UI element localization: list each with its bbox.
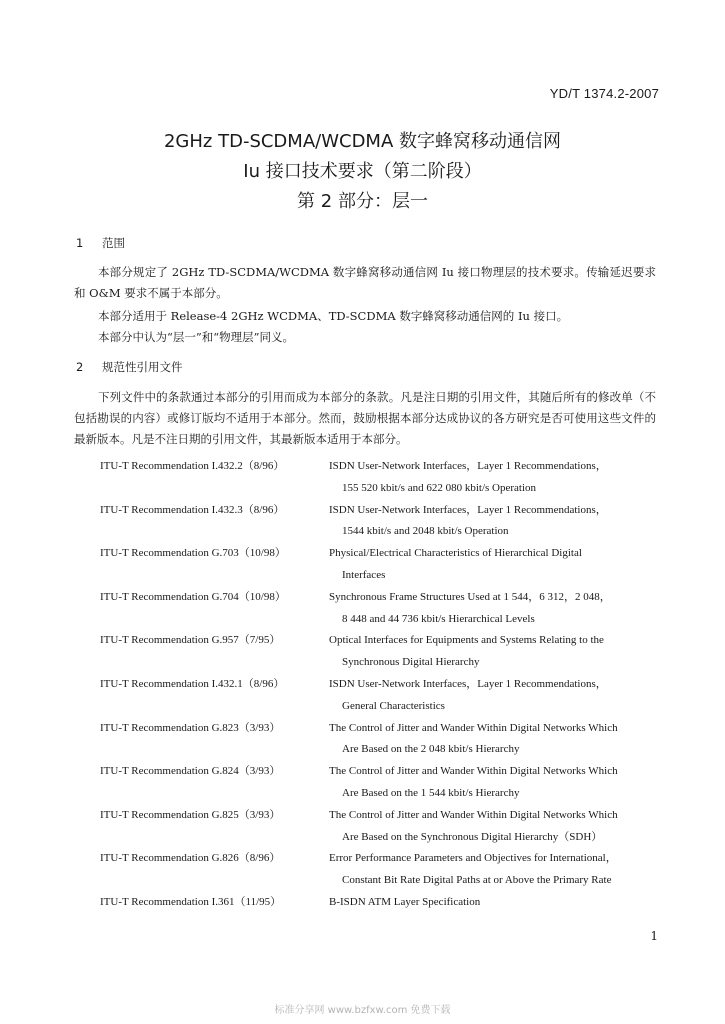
document-title-line-3: 第 2 部分：层一	[297, 191, 428, 212]
section-2-heading	[76, 359, 183, 375]
reference-desc-line-1: ISDN User-Network Interfaces，Layer 1 Recommendations，	[329, 460, 607, 472]
reference-code: ITU-T Recommendation G.824（3/93）	[100, 765, 281, 778]
reference-code: ITU-T Recommendation I.432.3（8/96）	[100, 503, 285, 516]
reference-desc-line-2: 8 448 and 44 736 kbit/s Hierarchical Levels	[342, 612, 535, 625]
reference-description	[329, 456, 660, 500]
section-number: 1	[76, 236, 84, 250]
document-title-line-2: Iu 接口技术要求（第二阶段）	[243, 161, 482, 182]
reference-desc-line-2: Constant Bit Rate Digital Paths at or Above the Primary Rate	[342, 874, 612, 887]
reference-item	[100, 718, 660, 762]
reference-item	[100, 456, 660, 500]
reference-desc-line-2: 1544 kbit/s and 2048 kbit/s Operation	[342, 525, 509, 538]
watermark: 标准分享网 www.bzfxw.com 免费下载	[274, 1005, 451, 1016]
reference-item	[100, 674, 660, 718]
reference-description	[329, 630, 660, 674]
scope-paragraph-2: 本部分适用于 Release-4 2GHz WCDMA、TD-SCDMA 数字蜂窝移动通信网的 Iu 接口。	[98, 309, 569, 323]
reference-item	[100, 805, 660, 849]
reference-item	[100, 848, 660, 892]
section-1-heading	[76, 235, 125, 251]
reference-desc-line-2: Are Based on the 2 048 kbit/s Hierarchy	[342, 743, 520, 756]
reference-description	[329, 674, 660, 718]
reference-desc-line-1: Error Performance Parameters and Objectives for International，	[329, 852, 617, 865]
reference-description	[329, 805, 660, 849]
document-title-line-1: 2GHz TD-SCDMA/WCDMA 数字蜂窝移动通信网	[163, 131, 561, 152]
reference-description	[329, 718, 660, 762]
page-number: 1	[650, 929, 658, 943]
reference-desc-line-2: Are Based on the Synchronous Digital Hierarchy（SDH）	[342, 830, 603, 843]
reference-item	[100, 630, 660, 674]
reference-desc-line-2: Interfaces	[342, 568, 386, 581]
reference-desc-line-2: Synchronous Digital Hierarchy	[342, 656, 480, 669]
reference-description	[329, 848, 660, 892]
scope-paragraph-1: 本部分规定了 2GHz TD-SCDMA/WCDMA 数字蜂窝移动通信网 Iu 接口物理层的技术要求。传输延迟要求和 O&M 要求不属于本部分。	[74, 265, 656, 300]
reference-desc-line-1: ISDN User-Network Interfaces，Layer 1 Recommendations，	[329, 503, 607, 516]
reference-desc-line-1: The Control of Jitter and Wander Within Digital Networks Which	[329, 765, 618, 778]
reference-list	[100, 456, 660, 914]
reference-item	[100, 543, 660, 587]
reference-code: ITU-T Recommendation G.825（3/93）	[100, 808, 281, 821]
reference-code: ITU-T Recommendation I.432.2（8/96）	[100, 460, 285, 472]
reference-item	[100, 892, 660, 914]
reference-desc-line-1: Optical Interfaces for Equipments and Systems Relating to the	[329, 634, 604, 647]
reference-code: ITU-T Recommendation G.703（10/98）	[100, 547, 286, 560]
reference-desc-line-1: B-ISDN ATM Layer Specification	[329, 895, 481, 908]
reference-code: ITU-T Recommendation G.823（3/93）	[100, 721, 281, 734]
reference-code: ITU-T Recommendation I.432.1（8/96）	[100, 677, 285, 690]
reference-desc-line-1: ISDN User-Network Interfaces，Layer 1 Recommendations，	[329, 677, 607, 690]
reference-item	[100, 761, 660, 805]
references-intro-paragraph: 下列文件中的条款通过本部分的引用而成为本部分的条款。凡是注日期的引用文件，其随后所有的修改单（不包括勘误的内容）或修订版均不适用于本部分。然而，鼓励根据本部分达成协议的各方研究是否可使用这些文件的最新版本。凡是不注日期的引用文件，其最新版本适用于本部分。	[74, 390, 656, 446]
reference-description	[329, 761, 660, 805]
reference-description	[329, 587, 660, 631]
reference-code: ITU-T Recommendation G.826（8/96）	[100, 852, 281, 865]
reference-item	[100, 500, 660, 544]
reference-description	[329, 543, 660, 587]
standard-number: YD/T 1374.2-2007	[549, 86, 659, 101]
reference-description	[329, 892, 660, 914]
reference-desc-line-2: Are Based on the 1 544 kbit/s Hierarchy	[342, 786, 520, 799]
reference-code: ITU-T Recommendation G.704（10/98）	[100, 590, 286, 603]
reference-code: ITU-T Recommendation I.361（11/95）	[100, 895, 282, 908]
section-title: 规范性引用文件	[102, 360, 183, 374]
reference-desc-line-1: The Control of Jitter and Wander Within Digital Networks Which	[329, 721, 618, 734]
scope-paragraph-3: 本部分中认为“层一”和“物理层”同义。	[98, 330, 295, 344]
reference-item	[100, 587, 660, 631]
reference-desc-line-1: Synchronous Frame Structures Used at 1 544，6 312，2 048，	[329, 590, 611, 603]
section-number: 2	[76, 360, 84, 374]
reference-code: ITU-T Recommendation G.957（7/95）	[100, 634, 281, 647]
section-title: 范围	[102, 236, 125, 250]
reference-desc-line-1: The Control of Jitter and Wander Within Digital Networks Which	[329, 808, 618, 821]
reference-desc-line-1: Physical/Electrical Characteristics of Hierarchical Digital	[329, 547, 582, 560]
reference-desc-line-2: 155 520 kbit/s and 622 080 kbit/s Operation	[342, 481, 537, 494]
reference-description	[329, 500, 660, 544]
reference-desc-line-2: General Characteristics	[342, 699, 445, 712]
